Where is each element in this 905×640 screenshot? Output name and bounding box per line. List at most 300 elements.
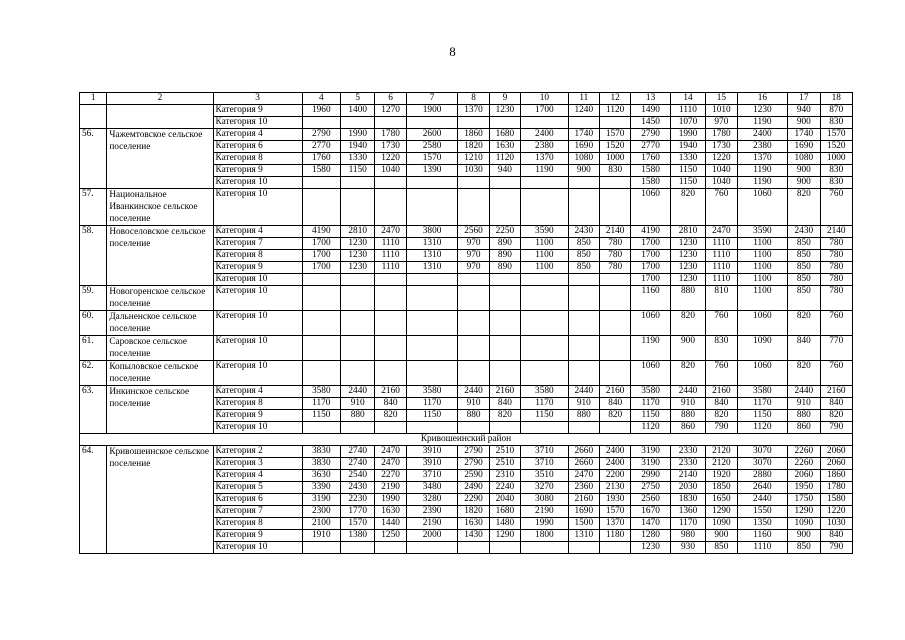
value-cell: 1150 — [302, 410, 340, 422]
table-row — [80, 129, 853, 141]
value-cell: 1360 — [670, 506, 705, 518]
value-cell — [599, 177, 630, 189]
value-cell: 2770 — [302, 141, 340, 153]
value-cell: 1770 — [341, 506, 375, 518]
value-cell: 1220 — [375, 153, 406, 165]
value-cell: 2250 — [489, 226, 520, 238]
value-cell: 2440 — [737, 494, 788, 506]
value-cell: 900 — [788, 165, 820, 177]
value-cell: 1080 — [788, 153, 820, 165]
category-cell: Категория 4 — [213, 129, 302, 141]
value-cell — [568, 117, 599, 129]
value-cell — [341, 189, 375, 226]
value-cell: 2160 — [820, 386, 852, 398]
value-cell — [302, 286, 340, 311]
value-cell: 830 — [820, 177, 852, 189]
value-cell: 1920 — [706, 470, 737, 482]
value-cell: 1090 — [788, 518, 820, 530]
category-cell: Категория 6 — [213, 141, 302, 153]
value-cell: 910 — [341, 398, 375, 410]
value-cell — [568, 189, 599, 226]
value-cell: 780 — [820, 262, 852, 274]
value-cell: 1380 — [341, 530, 375, 542]
value-cell: 1450 — [631, 117, 670, 129]
row-number: 60. — [80, 311, 107, 336]
value-cell: 820 — [670, 311, 705, 336]
value-cell — [458, 286, 489, 311]
value-cell: 1000 — [599, 153, 630, 165]
value-cell: 1330 — [341, 153, 375, 165]
value-cell — [341, 542, 375, 554]
value-cell: 1700 — [302, 262, 340, 274]
value-cell — [406, 177, 458, 189]
value-cell: 860 — [788, 422, 820, 434]
value-cell: 1580 — [820, 494, 852, 506]
settlement-name: Новоселовское сельское поселение — [107, 226, 213, 286]
column-header: 5 — [341, 93, 375, 105]
value-cell: 1150 — [521, 410, 569, 422]
value-cell: 3710 — [521, 458, 569, 470]
value-cell — [375, 177, 406, 189]
value-cell: 1160 — [631, 286, 670, 311]
value-cell: 1160 — [737, 530, 788, 542]
value-cell — [521, 286, 569, 311]
value-cell — [406, 336, 458, 361]
category-cell: Категория 8 — [213, 250, 302, 262]
value-cell: 850 — [788, 250, 820, 262]
value-cell: 2400 — [599, 458, 630, 470]
value-cell: 780 — [599, 238, 630, 250]
value-cell: 900 — [706, 530, 737, 542]
value-cell: 3270 — [521, 482, 569, 494]
category-cell: Категория 9 — [213, 105, 302, 117]
value-cell — [375, 189, 406, 226]
value-cell — [568, 422, 599, 434]
value-cell — [458, 361, 489, 386]
value-cell: 1220 — [820, 506, 852, 518]
value-cell — [406, 422, 458, 434]
value-cell: 970 — [706, 117, 737, 129]
value-cell — [568, 177, 599, 189]
value-cell — [521, 336, 569, 361]
value-cell: 900 — [788, 530, 820, 542]
value-cell: 2040 — [489, 494, 520, 506]
value-cell — [489, 361, 520, 386]
value-cell: 2330 — [670, 458, 705, 470]
value-cell: 820 — [670, 189, 705, 226]
settlement-name: Национальное Иванкинское сельское поселение — [107, 189, 213, 226]
value-cell: 910 — [670, 398, 705, 410]
row-number: 62. — [80, 361, 107, 386]
value-cell — [302, 336, 340, 361]
value-cell: 2660 — [568, 458, 599, 470]
value-cell: 2190 — [521, 506, 569, 518]
value-cell: 1700 — [631, 238, 670, 250]
column-header: 8 — [458, 93, 489, 105]
value-cell: 1850 — [706, 482, 737, 494]
value-cell: 1190 — [737, 177, 788, 189]
value-cell: 1370 — [599, 518, 630, 530]
value-cell: 1520 — [599, 141, 630, 153]
value-cell — [599, 274, 630, 286]
value-cell: 1960 — [302, 105, 340, 117]
column-header: 6 — [375, 93, 406, 105]
value-cell: 1990 — [670, 129, 705, 141]
value-cell: 1330 — [670, 153, 705, 165]
table-row — [80, 386, 853, 398]
value-cell: 1060 — [631, 311, 670, 336]
value-cell: 880 — [788, 410, 820, 422]
value-cell: 1100 — [737, 250, 788, 262]
column-header: 12 — [599, 93, 630, 105]
category-cell: Категория 3 — [213, 458, 302, 470]
value-cell — [406, 311, 458, 336]
value-cell: 2880 — [737, 470, 788, 482]
value-cell: 820 — [670, 361, 705, 386]
value-cell: 3510 — [521, 470, 569, 482]
value-cell: 780 — [820, 238, 852, 250]
value-cell: 2000 — [406, 530, 458, 542]
value-cell: 1700 — [521, 105, 569, 117]
value-cell: 1100 — [737, 274, 788, 286]
category-cell: Категория 4 — [213, 386, 302, 398]
value-cell — [302, 311, 340, 336]
value-cell: 1370 — [521, 153, 569, 165]
value-cell: 930 — [670, 542, 705, 554]
value-cell — [341, 177, 375, 189]
value-cell: 2360 — [568, 482, 599, 494]
value-cell — [489, 274, 520, 286]
value-cell: 2120 — [706, 446, 737, 458]
value-cell: 3800 — [406, 226, 458, 238]
value-cell: 1990 — [341, 129, 375, 141]
value-cell — [341, 422, 375, 434]
value-cell: 1170 — [631, 398, 670, 410]
value-cell: 890 — [489, 238, 520, 250]
value-cell: 780 — [599, 262, 630, 274]
column-header: 10 — [521, 93, 569, 105]
value-cell: 1780 — [820, 482, 852, 494]
value-cell: 2330 — [670, 446, 705, 458]
value-cell: 1100 — [737, 262, 788, 274]
value-cell: 2060 — [820, 446, 852, 458]
category-cell: Категория 9 — [213, 530, 302, 542]
value-cell: 1680 — [489, 506, 520, 518]
value-cell: 1440 — [375, 518, 406, 530]
value-cell: 790 — [706, 422, 737, 434]
value-cell: 1940 — [341, 141, 375, 153]
value-cell: 2030 — [670, 482, 705, 494]
value-cell: 3830 — [302, 446, 340, 458]
value-cell: 900 — [788, 117, 820, 129]
category-cell: Категория 9 — [213, 165, 302, 177]
category-cell: Категория 9 — [213, 262, 302, 274]
value-cell — [375, 422, 406, 434]
table-row — [80, 361, 853, 386]
value-cell: 2100 — [302, 518, 340, 530]
category-cell: Категория 7 — [213, 238, 302, 250]
value-cell: 830 — [599, 165, 630, 177]
table-body — [80, 105, 853, 554]
value-cell: 2400 — [521, 129, 569, 141]
value-cell: 1290 — [489, 530, 520, 542]
value-cell — [302, 274, 340, 286]
value-cell: 3580 — [521, 386, 569, 398]
value-cell: 2310 — [489, 470, 520, 482]
value-cell: 840 — [820, 398, 852, 410]
value-cell: 3580 — [406, 386, 458, 398]
row-number: 56. — [80, 129, 107, 189]
value-cell — [341, 311, 375, 336]
column-header: 14 — [670, 93, 705, 105]
header-row — [80, 93, 853, 105]
value-cell: 2380 — [737, 141, 788, 153]
value-cell: 850 — [788, 542, 820, 554]
value-cell: 1580 — [631, 177, 670, 189]
value-cell: 1570 — [820, 129, 852, 141]
value-cell: 1040 — [375, 165, 406, 177]
value-cell: 1120 — [599, 105, 630, 117]
value-cell: 3580 — [737, 386, 788, 398]
value-cell: 2430 — [568, 226, 599, 238]
value-cell — [568, 311, 599, 336]
value-cell: 1400 — [341, 105, 375, 117]
value-cell: 1630 — [489, 141, 520, 153]
value-cell: 1700 — [302, 238, 340, 250]
value-cell: 2810 — [341, 226, 375, 238]
value-cell: 1100 — [521, 262, 569, 274]
value-cell: 2230 — [341, 494, 375, 506]
value-cell: 2190 — [375, 482, 406, 494]
value-cell — [458, 117, 489, 129]
value-cell — [341, 274, 375, 286]
value-cell: 2810 — [670, 226, 705, 238]
value-cell: 1700 — [302, 250, 340, 262]
column-header: 4 — [302, 93, 340, 105]
value-cell — [406, 542, 458, 554]
value-cell — [458, 422, 489, 434]
page-number: 8 — [449, 44, 456, 59]
value-cell: 2790 — [631, 129, 670, 141]
value-cell: 840 — [375, 398, 406, 410]
row-number — [80, 105, 107, 129]
value-cell: 1250 — [375, 530, 406, 542]
value-cell: 1730 — [706, 141, 737, 153]
value-cell: 2510 — [489, 458, 520, 470]
value-cell: 760 — [706, 311, 737, 336]
value-cell: 780 — [599, 250, 630, 262]
value-cell: 1310 — [406, 262, 458, 274]
value-cell: 1110 — [737, 542, 788, 554]
value-cell: 2400 — [599, 446, 630, 458]
value-cell: 1120 — [489, 153, 520, 165]
value-cell: 2440 — [670, 386, 705, 398]
value-cell: 2640 — [737, 482, 788, 494]
value-cell: 830 — [706, 336, 737, 361]
value-cell: 1040 — [706, 177, 737, 189]
value-cell: 3710 — [406, 470, 458, 482]
value-cell: 2120 — [706, 458, 737, 470]
value-cell — [489, 177, 520, 189]
value-cell: 1110 — [706, 274, 737, 286]
value-cell: 3190 — [631, 458, 670, 470]
value-cell: 1630 — [375, 506, 406, 518]
value-cell: 1490 — [631, 105, 670, 117]
value-cell: 1290 — [788, 506, 820, 518]
value-cell: 1040 — [706, 165, 737, 177]
value-cell: 820 — [599, 410, 630, 422]
value-cell: 1230 — [670, 262, 705, 274]
value-cell: 2560 — [631, 494, 670, 506]
value-cell: 760 — [820, 311, 852, 336]
value-cell: 850 — [788, 274, 820, 286]
column-header: 3 — [213, 93, 302, 105]
value-cell: 2510 — [489, 446, 520, 458]
value-cell: 3070 — [737, 446, 788, 458]
category-cell: Категория 10 — [213, 422, 302, 434]
value-cell: 1110 — [706, 238, 737, 250]
value-cell: 1860 — [820, 470, 852, 482]
value-cell: 2300 — [302, 506, 340, 518]
category-cell: Категория 10 — [213, 189, 302, 226]
value-cell — [489, 117, 520, 129]
value-cell: 760 — [820, 361, 852, 386]
value-cell: 1700 — [631, 274, 670, 286]
table-row — [80, 286, 853, 311]
value-cell — [341, 117, 375, 129]
value-cell: 940 — [489, 165, 520, 177]
value-cell: 2060 — [820, 458, 852, 470]
value-cell: 840 — [788, 336, 820, 361]
value-cell: 2200 — [599, 470, 630, 482]
value-cell: 1690 — [568, 141, 599, 153]
value-cell: 1030 — [458, 165, 489, 177]
value-cell: 970 — [458, 238, 489, 250]
table-row — [80, 189, 853, 226]
value-cell — [302, 361, 340, 386]
value-cell: 1060 — [631, 361, 670, 386]
value-cell: 780 — [820, 274, 852, 286]
value-cell: 830 — [820, 117, 852, 129]
value-cell — [341, 336, 375, 361]
column-header: 9 — [489, 93, 520, 105]
value-cell: 1170 — [521, 398, 569, 410]
category-cell: Категория 2 — [213, 446, 302, 458]
settlement-name: Саровское сельское поселение — [107, 336, 213, 361]
value-cell — [599, 361, 630, 386]
settlement-name: Новогоренское сельское поселение — [107, 286, 213, 311]
value-cell: 1470 — [631, 518, 670, 530]
value-cell — [568, 274, 599, 286]
value-cell: 2260 — [788, 446, 820, 458]
column-header: 15 — [706, 93, 737, 105]
column-header: 17 — [788, 93, 820, 105]
value-cell: 1800 — [521, 530, 569, 542]
value-cell — [521, 361, 569, 386]
value-cell: 900 — [670, 336, 705, 361]
value-cell: 1010 — [706, 105, 737, 117]
value-cell: 3590 — [737, 226, 788, 238]
value-cell: 820 — [706, 410, 737, 422]
value-cell: 850 — [706, 542, 737, 554]
value-cell: 2470 — [706, 226, 737, 238]
value-cell: 1110 — [375, 262, 406, 274]
value-cell: 820 — [375, 410, 406, 422]
value-cell: 820 — [788, 311, 820, 336]
value-cell — [406, 361, 458, 386]
value-cell: 2990 — [631, 470, 670, 482]
value-cell: 890 — [489, 262, 520, 274]
value-cell: 910 — [458, 398, 489, 410]
value-cell: 1350 — [737, 518, 788, 530]
value-cell: 840 — [489, 398, 520, 410]
value-cell: 2060 — [788, 470, 820, 482]
value-cell: 2130 — [599, 482, 630, 494]
value-cell: 2770 — [631, 141, 670, 153]
value-cell: 1570 — [406, 153, 458, 165]
value-cell: 1780 — [706, 129, 737, 141]
value-cell: 1760 — [302, 153, 340, 165]
value-cell: 1120 — [631, 422, 670, 434]
value-cell — [489, 286, 520, 311]
value-cell: 1170 — [302, 398, 340, 410]
category-cell: Категория 10 — [213, 274, 302, 286]
settlement-name: Чажемтовское сельское поселение — [107, 129, 213, 189]
value-cell: 790 — [820, 542, 852, 554]
value-cell: 1170 — [406, 398, 458, 410]
value-cell: 1650 — [706, 494, 737, 506]
value-cell: 1170 — [737, 398, 788, 410]
value-cell: 1000 — [820, 153, 852, 165]
value-cell: 780 — [820, 286, 852, 311]
category-cell: Категория 10 — [213, 177, 302, 189]
value-cell: 1730 — [375, 141, 406, 153]
value-cell: 2790 — [302, 129, 340, 141]
value-cell: 3480 — [406, 482, 458, 494]
value-cell: 1230 — [670, 250, 705, 262]
value-cell — [489, 311, 520, 336]
value-cell: 820 — [788, 189, 820, 226]
category-cell: Категория 8 — [213, 398, 302, 410]
row-number: 61. — [80, 336, 107, 361]
value-cell: 2140 — [599, 226, 630, 238]
value-cell — [568, 286, 599, 311]
value-cell: 890 — [489, 250, 520, 262]
value-cell: 1430 — [458, 530, 489, 542]
value-cell: 2470 — [375, 458, 406, 470]
value-cell: 1990 — [375, 494, 406, 506]
value-cell: 2160 — [568, 494, 599, 506]
column-header: 13 — [631, 93, 670, 105]
value-cell: 1310 — [406, 238, 458, 250]
value-cell: 2540 — [341, 470, 375, 482]
value-cell: 4190 — [631, 226, 670, 238]
value-cell: 2380 — [521, 141, 569, 153]
value-cell: 1570 — [341, 518, 375, 530]
value-cell — [458, 542, 489, 554]
value-cell: 1230 — [341, 238, 375, 250]
value-cell — [599, 286, 630, 311]
value-cell: 830 — [820, 165, 852, 177]
value-cell: 1990 — [521, 518, 569, 530]
row-number: 57. — [80, 189, 107, 226]
value-cell: 1180 — [599, 530, 630, 542]
value-cell — [521, 422, 569, 434]
value-cell: 850 — [788, 262, 820, 274]
value-cell: 2440 — [341, 386, 375, 398]
value-cell: 1670 — [631, 506, 670, 518]
value-cell: 3190 — [302, 494, 340, 506]
